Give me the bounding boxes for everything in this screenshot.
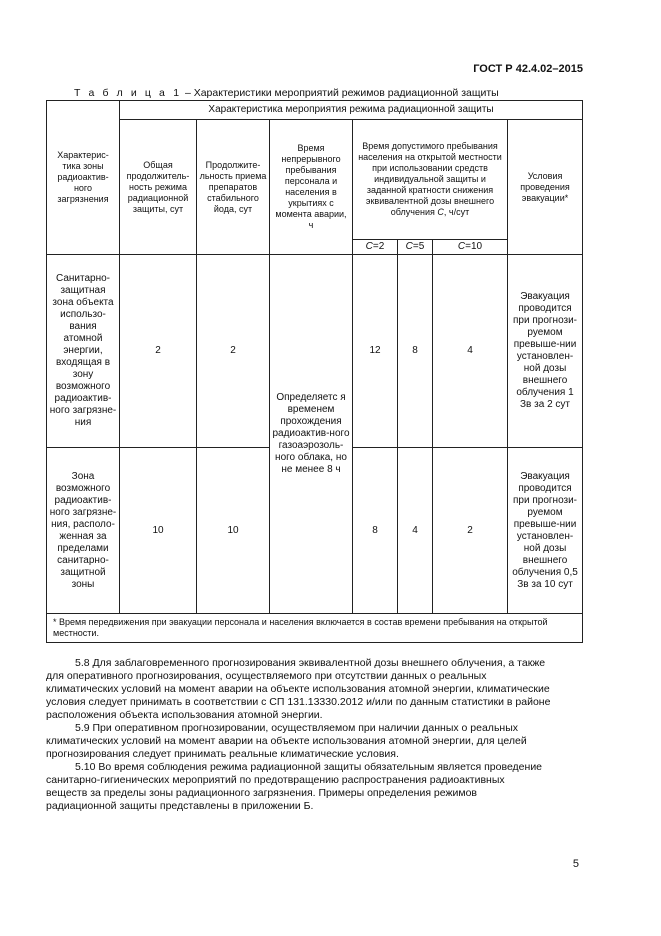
para-5-9-line: прогнозирования следует принимать реальные климатические условия. [46, 748, 399, 760]
c5-cell: 8 [398, 255, 433, 448]
table-caption [74, 87, 499, 99]
shelter-cell: Определяетс я временем прохождения радиоактив-ного газоаэрозоль-ного облака, но не менее 8 ч [270, 255, 353, 614]
iodine-cell: 10 [197, 448, 270, 614]
zone-cell: Зона возможного радиоактив-ного загрязне-ния, располо-женная за пределами санитарно-защитной зоны [47, 448, 120, 614]
total-cell: 2 [120, 255, 197, 448]
evacuation-cell: Эвакуация проводится при прогнози-руемом превыше-нии установлен-ной дозы внешнего облучения 1 Зв за 2 сут [508, 255, 583, 448]
c2-cell: 12 [353, 255, 398, 448]
caption-text: – Характеристики мероприятий режимов радиационной защиты [184, 87, 499, 99]
para-5-10-line: радиационной защиты представлены в приложении Б. [46, 800, 314, 812]
c10-cell: 2 [433, 448, 508, 614]
table-footnote: * Время передвижения при эвакуации персонала и населения включается в состав времени пребывания на открытой местности. [47, 614, 583, 643]
evacuation-cell: Эвакуация проводится при прогнози-руемом превыше-нии установлен-ной дозы внешнего облучения 0,5 Зв за 10 сут [508, 448, 583, 614]
para-5-8-line: 5.8 Для заблаговременного прогнозирования эквивалентной дозы внешнего облучения, а также [75, 657, 546, 669]
para-5-8-line: условия следует принимать в соответствии с СП 131.13330.2012 и/или по данным статистики в районе [46, 696, 551, 708]
header-open-area-time: Время допустимого пребывания населения на открытой местности при использовании средств индивидуальной защиты и заданной кратности снижения эквивалентной дозы внешнего облучения C, ч/сут [353, 120, 508, 240]
caption-label: Т а б л и ц а [74, 87, 168, 99]
para-5-8-line: климатических условий на момент аварии на объекте использования атомной энергии, климатические [46, 683, 550, 695]
page-number: 5 [572, 858, 579, 870]
total-cell: 10 [120, 448, 197, 614]
para-5-8-line: расположения объекта использования атомной энергии. [46, 709, 323, 721]
table-row [47, 255, 583, 448]
para-5-9-line: климатических условий на момент аварии на объекте использования атомной энергии, для целей [46, 735, 527, 747]
para-5-10-line: веществ за пределы зоны радиационного загрязнения. Примеры определения режимов [46, 787, 478, 799]
para-5-9-line: 5.9 При оперативном прогнозировании, осуществляемом при наличии данных о реальных [75, 722, 519, 734]
para-5-10-line: 5.10 Во время соблюдения режима радиационной защиты обязательным является проведение [75, 761, 543, 773]
header-c10: C=10 [433, 240, 508, 255]
header-zone: Характерис-тика зоны радиоактив-ного загрязнения [47, 101, 120, 255]
radiation-protection-table [46, 100, 583, 643]
para-5-10-line: санитарно-гигиенических мероприятий по предотвращению распространения радиоактивных [46, 774, 505, 786]
para-5-8-line: для оперативного прогнозирования, осуществляемого при отсутствии данных о реальных [46, 670, 487, 682]
header-c2: C=2 [353, 240, 398, 255]
c10-cell: 4 [433, 255, 508, 448]
header-group: Характеристика мероприятия режима радиационной защиты [120, 101, 583, 120]
header-iodine-duration: Продолжите-льность приема препаратов стабильного йода, сут [197, 120, 270, 255]
header-evacuation: Условия проведения эвакуации* [508, 120, 583, 255]
iodine-cell: 2 [197, 255, 270, 448]
caption-number: 1 [173, 87, 180, 99]
c2-cell: 8 [353, 448, 398, 614]
header-c5: C=5 [398, 240, 433, 255]
header-shelter-time: Время непрерывного пребывания персонала и населения в укрытиях с момента аварии, ч [270, 120, 353, 255]
zone-cell: Санитарно-защитная зона объекта использо-вания атомной энергии, входящая в зону возможного радиоактив-ного загрязне-ния [47, 255, 120, 448]
standard-number: ГОСТ Р 42.4.02–2015 [473, 63, 583, 75]
c5-cell: 4 [398, 448, 433, 614]
header-total-duration: Общая продолжитель-ность режима радиационной защиты, сут [120, 120, 197, 255]
body-text [46, 657, 582, 813]
